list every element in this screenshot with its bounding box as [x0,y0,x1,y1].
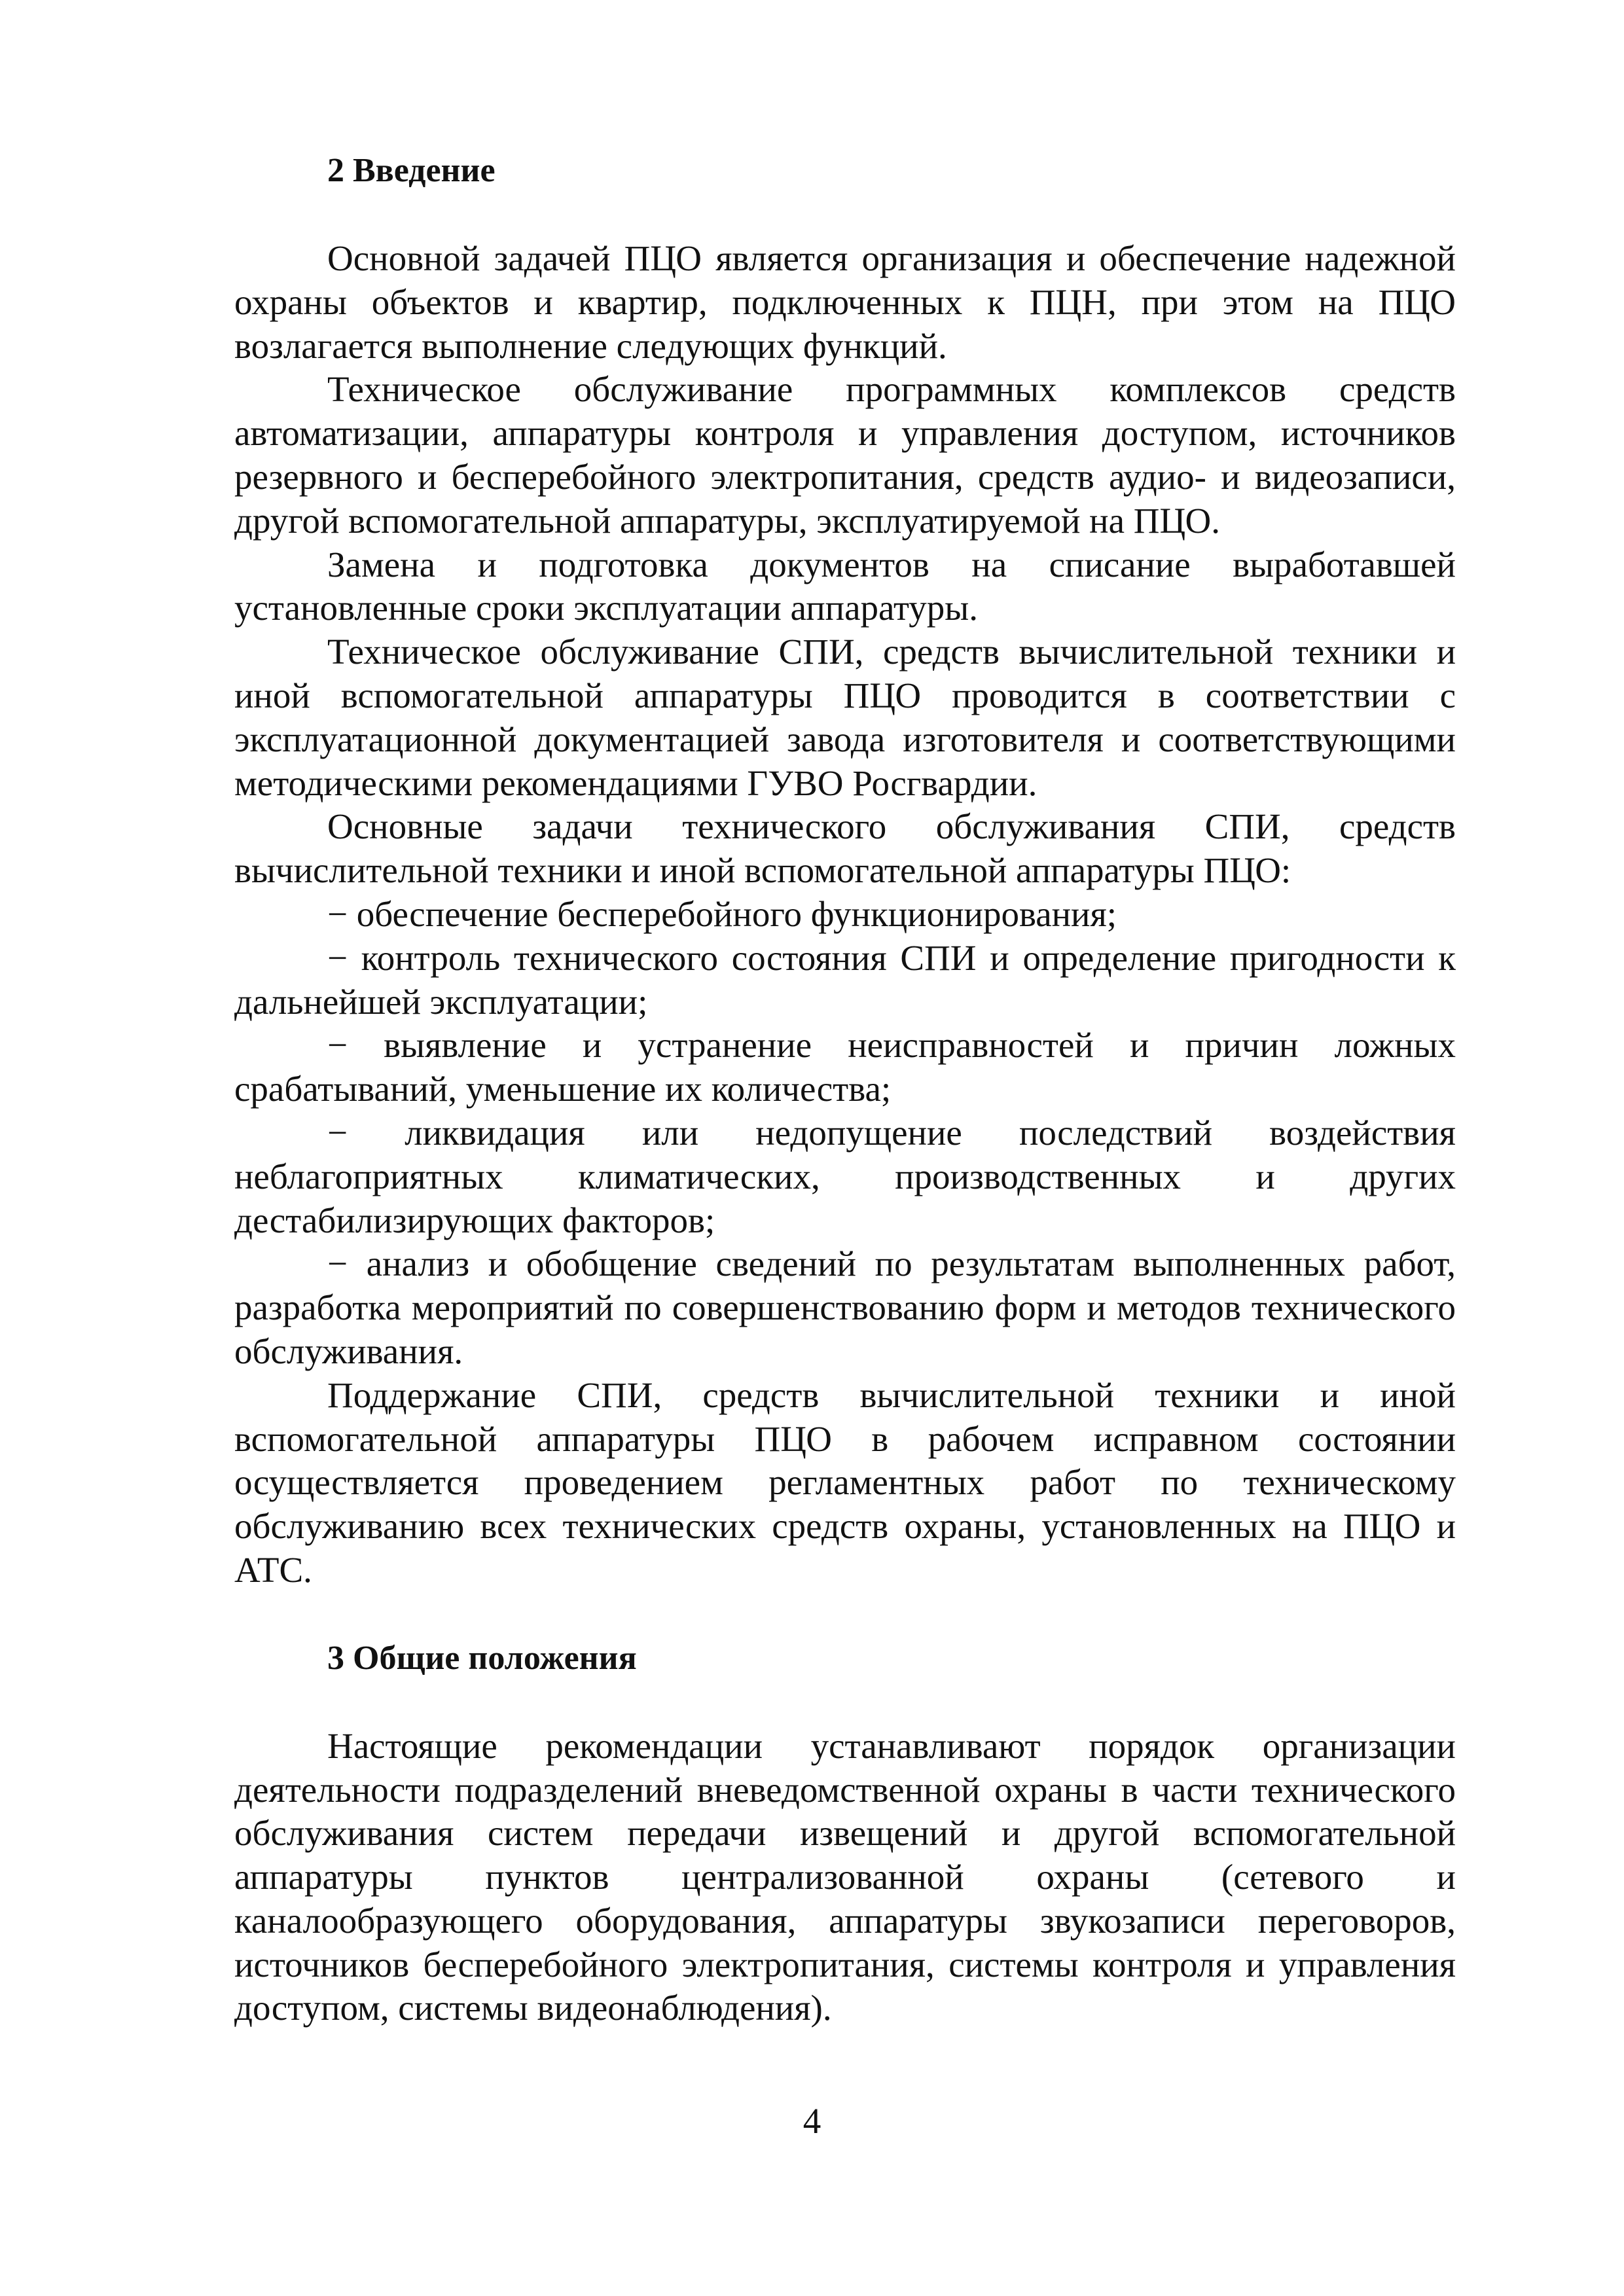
section-heading-introduction: 2 Введение [327,152,496,189]
paragraph-main-objectives: Основные задачи технического обслуживания СПИ, средств вычислительной техники и иной вспомогательной аппаратуры ПЦО: [234,806,1456,891]
paragraph-support: Поддержание СПИ, средств вычислительной техники и иной вспомогательной аппаратуры ПЦО в рабочем исправном состоянии осуществляется проведением регламентных работ по техническому обслуживанию всех технических средств охраны, установленных на ПЦО и АТС. [234,1374,1456,1590]
list-item-analysis: − анализ и обобщение сведений по результатам выполненных работ, разработка мероприятий по совершенствованию форм и методов технического обслуживания. [234,1244,1456,1371]
page-number: 4 [803,2101,821,2141]
document-page [234,149,1456,2030]
paragraph-maintenance-software: Техническое обслуживание программных комплексов средств автоматизации, аппаратуры контроля и управления доступом, источников резервного и бесперебойного электропитания, средств аудио- и видеозаписи, другой вспомогательной аппаратуры, эксплуатируемой на ПЦО. [234,369,1456,541]
list-item-fault-detection: − выявление и устранение неисправностей и причин ложных срабатываний, уменьшение их количества; [234,1025,1456,1109]
paragraph-replacement: Замена и подготовка документов на списание выработавшей установленные сроки эксплуатации аппаратуры. [234,544,1456,628]
list-item-condition-control: − контроль технического состояния СПИ и определение пригодности к дальнейшей эксплуатации; [234,937,1456,1022]
section-heading-general-provisions: 3 Общие положения [327,1639,637,1677]
paragraph-maintenance-spi: Техническое обслуживание СПИ, средств вычислительной техники и иной вспомогательной аппаратуры ПЦО проводится в соответствии с эксплуатационной документацией завода изготовителя и соответствующими методическими рекомендациями ГУВО Росгвардии. [234,632,1456,803]
paragraph-main-task: Основной задачей ПЦО является организация и обеспечение надежной охраны объектов и квартир, подключенных к ПЦН, при этом на ПЦО возлагается выполнение следующих функций. [234,238,1456,366]
paragraph-recommendations: Настоящие рекомендации устанавливают порядок организации деятельности подразделений вневедомственной охраны в части технического обслуживания систем передачи извещений и другой вспомогательной аппаратуры пунктов централизованной охраны (сетевого и каналообразующего оборудования, аппаратуры звукозаписи переговоров, источников бесперебойного электропитания, системы контроля и управления доступом, системы видеонаблюдения). [234,1725,1456,2028]
list-item-liquidation: − ликвидация или недопущение последствий воздействия неблагоприятных климатических, производственных и других дестабилизирующих факторов; [234,1112,1456,1240]
list-item-uninterrupted: − обеспечение бесперебойного функционирования; [327,893,1117,934]
